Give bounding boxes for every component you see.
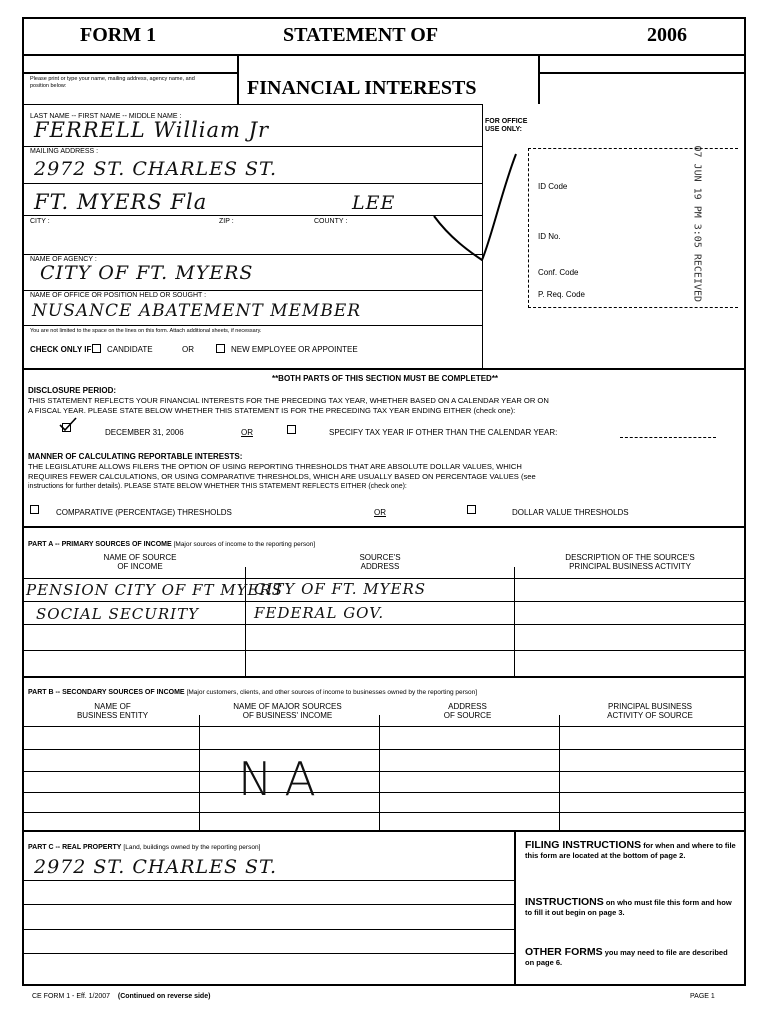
candidate-label: CANDIDATE xyxy=(107,345,153,354)
part-c-heading xyxy=(28,844,260,852)
part-a-subtitle: [Major sources of income to the reporting person] xyxy=(173,541,316,548)
footer-page: PAGE 1 xyxy=(690,993,715,1000)
city-label: CITY : xyxy=(30,218,50,225)
part-b-subtitle: [Major customers, clients, and other sources of income to businesses owned by the reporting person] xyxy=(186,689,478,696)
dec31-check-mark xyxy=(58,416,78,432)
part-b-col3-header: ADDRESS OF SOURCE xyxy=(443,702,492,720)
p-req-code-label: P. Req. Code xyxy=(538,290,585,299)
part-b-col4-header: PRINCIPAL BUSINESS ACTIVITY OF SOURCE xyxy=(607,702,693,720)
part-a-source-name[interactable]: PENSION CITY OF FT MYERS xyxy=(26,581,284,599)
mailing-label: MAILING ADDRESS : xyxy=(30,148,99,155)
comparative-label: COMPARATIVE (PERCENTAGE) THRESHOLDS xyxy=(56,508,232,517)
specify-year-field[interactable] xyxy=(620,437,716,438)
part-a-title: PART A -- PRIMARY SOURCES OF INCOME xyxy=(28,541,172,548)
county-field[interactable]: LEE xyxy=(352,192,396,214)
manner-line2: REQUIRES FEWER CALCULATIONS, OR USING COMPARATIVE THRESHOLDS, WHICH ARE USUALLY BASED ON PERCENTAGE VALUES (see xyxy=(28,472,536,481)
disclosure-period-title: DISCLOSURE PERIOD: xyxy=(28,386,117,395)
specify-year-label: SPECIFY TAX YEAR IF OTHER THAN THE CALENDAR YEAR: xyxy=(329,428,558,437)
manner-line3: instructions for further details). PLEASE STATE BELOW WHETHER THIS STATEMENT REFLECTS EITHER (check one): xyxy=(28,483,407,490)
form-title-line2: FINANCIAL INTERESTS xyxy=(247,77,477,99)
conf-code-label: Conf. Code xyxy=(538,268,579,277)
disclosure-period-line1: THIS STATEMENT REFLECTS YOUR FINANCIAL INTERESTS FOR THE PRECEDING TAX YEAR, WHETHER BASED ON A CALENDAR YEAR OR ON xyxy=(28,396,549,405)
id-no-label: ID No. xyxy=(538,232,561,241)
filing-instructions-title: FILING INSTRUCTIONS xyxy=(525,839,642,851)
city-field[interactable]: FT. MYERS Fla xyxy=(34,190,208,214)
new-employee-label: NEW EMPLOYEE OR APPOINTEE xyxy=(231,345,358,354)
manner-line1: THE LEGISLATURE ALLOWS FILERS THE OPTION OF USING REPORTING THRESHOLDS THAT ARE ABSOLUTE DOLLAR VALUES, WHICH xyxy=(28,462,522,471)
part-b-title: PART B -- SECONDARY SOURCES OF INCOME xyxy=(28,689,185,696)
other-forms xyxy=(525,947,737,968)
dec31-label: DECEMBER 31, 2006 xyxy=(105,428,184,437)
instructions-title: INSTRUCTIONS xyxy=(525,896,604,908)
part-c-title: PART C -- REAL PROPERTY xyxy=(28,844,122,851)
dollar-label: DOLLAR VALUE THRESHOLDS xyxy=(512,508,629,517)
part-b-col1-header: NAME OF BUSINESS ENTITY xyxy=(76,702,149,720)
name-label: LAST NAME -- FIRST NAME -- MIDDLE NAME : xyxy=(30,113,182,120)
comparative-checkbox[interactable] xyxy=(30,505,39,514)
id-code-label: ID Code xyxy=(538,182,568,191)
other-forms-title: OTHER FORMS xyxy=(525,946,603,958)
agency-field[interactable]: CITY OF FT. MYERS xyxy=(40,262,254,284)
new-employee-checkbox[interactable] xyxy=(216,344,225,353)
zip-label: ZIP : xyxy=(219,218,234,225)
or-label: OR xyxy=(182,345,194,354)
specify-year-checkbox[interactable] xyxy=(287,425,296,434)
part-a-source-name[interactable]: SOCIAL SECURITY xyxy=(36,605,200,623)
table-row xyxy=(22,601,746,624)
office-use-label1: FOR OFFICE xyxy=(485,118,528,125)
disclosure-period-line2: A FISCAL YEAR. PLEASE STATE BELOW WHETHER THIS STATEMENT IS FOR THE PRECEDING TAX YEAR ENDING EITHER (check one): xyxy=(28,406,516,415)
other-forms-text: you may need to file are described on page 6. xyxy=(525,948,728,967)
threshold-or-label: OR xyxy=(374,508,386,517)
dollar-checkbox[interactable] xyxy=(467,505,476,514)
part-b-na-entry[interactable]: NA xyxy=(238,752,328,806)
name-field[interactable]: FERRELL William Jr xyxy=(34,118,270,142)
office-use-box xyxy=(528,148,738,308)
print-note: Please print or type your name, mailing address, agency name, and position below: xyxy=(30,76,195,89)
period-or-label: OR xyxy=(241,428,253,437)
agency-label: NAME OF AGENCY : xyxy=(30,256,97,263)
form-label: FORM 1 xyxy=(80,24,157,46)
check-only-if: CHECK ONLY IF xyxy=(30,345,92,354)
footer-left xyxy=(32,993,210,1001)
position-field[interactable]: NUSANCE ABATEMENT MEMBER xyxy=(32,301,362,321)
disclosure-section xyxy=(22,370,746,528)
address-field[interactable]: 2972 ST. CHARLES ST. xyxy=(34,158,277,180)
position-label: NAME OF OFFICE OR POSITION HELD OR SOUGHT : xyxy=(30,292,207,299)
part-b-col2-header: NAME OF MAJOR SOURCES OF BUSINESS' INCOME xyxy=(233,702,342,720)
part-a-col2-header: SOURCE'S ADDRESS xyxy=(359,553,401,571)
part-a-col1-header: NAME OF SOURCE OF INCOME xyxy=(103,553,177,571)
form-year: 2006 xyxy=(647,24,687,46)
footer-continued: (Continued on reverse side) xyxy=(117,993,211,1000)
part-a-heading xyxy=(28,541,315,549)
limit-note: You are not limited to the space on the lines on this form. Attach additional sheets, if necessary. xyxy=(30,328,262,334)
part-a-source-address[interactable]: FEDERAL GOV. xyxy=(254,604,385,622)
office-use-label2: USE ONLY: xyxy=(485,126,522,133)
form-title-line1: STATEMENT OF xyxy=(283,24,439,46)
part-a-col3-header: DESCRIPTION OF THE SOURCE'S PRINCIPAL BUSINESS ACTIVITY xyxy=(565,553,695,571)
instructions-text: on who must file this form and how to fill it out begin on page 3. xyxy=(525,898,732,917)
check-mark-scribble xyxy=(430,150,520,280)
candidate-checkbox[interactable] xyxy=(92,344,101,353)
county-label: COUNTY : xyxy=(314,218,348,225)
filing-instructions xyxy=(525,840,737,861)
instructions xyxy=(525,897,737,918)
received-stamp: 07 JUN 19 PM 3:05 RECEIVED xyxy=(691,145,703,303)
disclosure-header: **BOTH PARTS OF THIS SECTION MUST BE COMPLETED** xyxy=(271,374,499,383)
part-b-heading xyxy=(28,689,477,697)
part-c-property-entry[interactable]: 2972 ST. CHARLES ST. xyxy=(34,856,277,878)
footer-form-id: CE FORM 1 - Eff. 1/2007 xyxy=(32,993,111,1000)
manner-title: MANNER OF CALCULATING REPORTABLE INTERESTS: xyxy=(28,452,243,461)
table-row xyxy=(22,578,746,601)
part-a-source-address[interactable]: CITY OF FT. MYERS xyxy=(254,580,427,598)
part-c-subtitle: [Land, buildings owned by the reporting person] xyxy=(123,844,261,851)
filing-instructions-text: for when and where to file this form are located at the bottom of page 2. xyxy=(525,841,736,860)
